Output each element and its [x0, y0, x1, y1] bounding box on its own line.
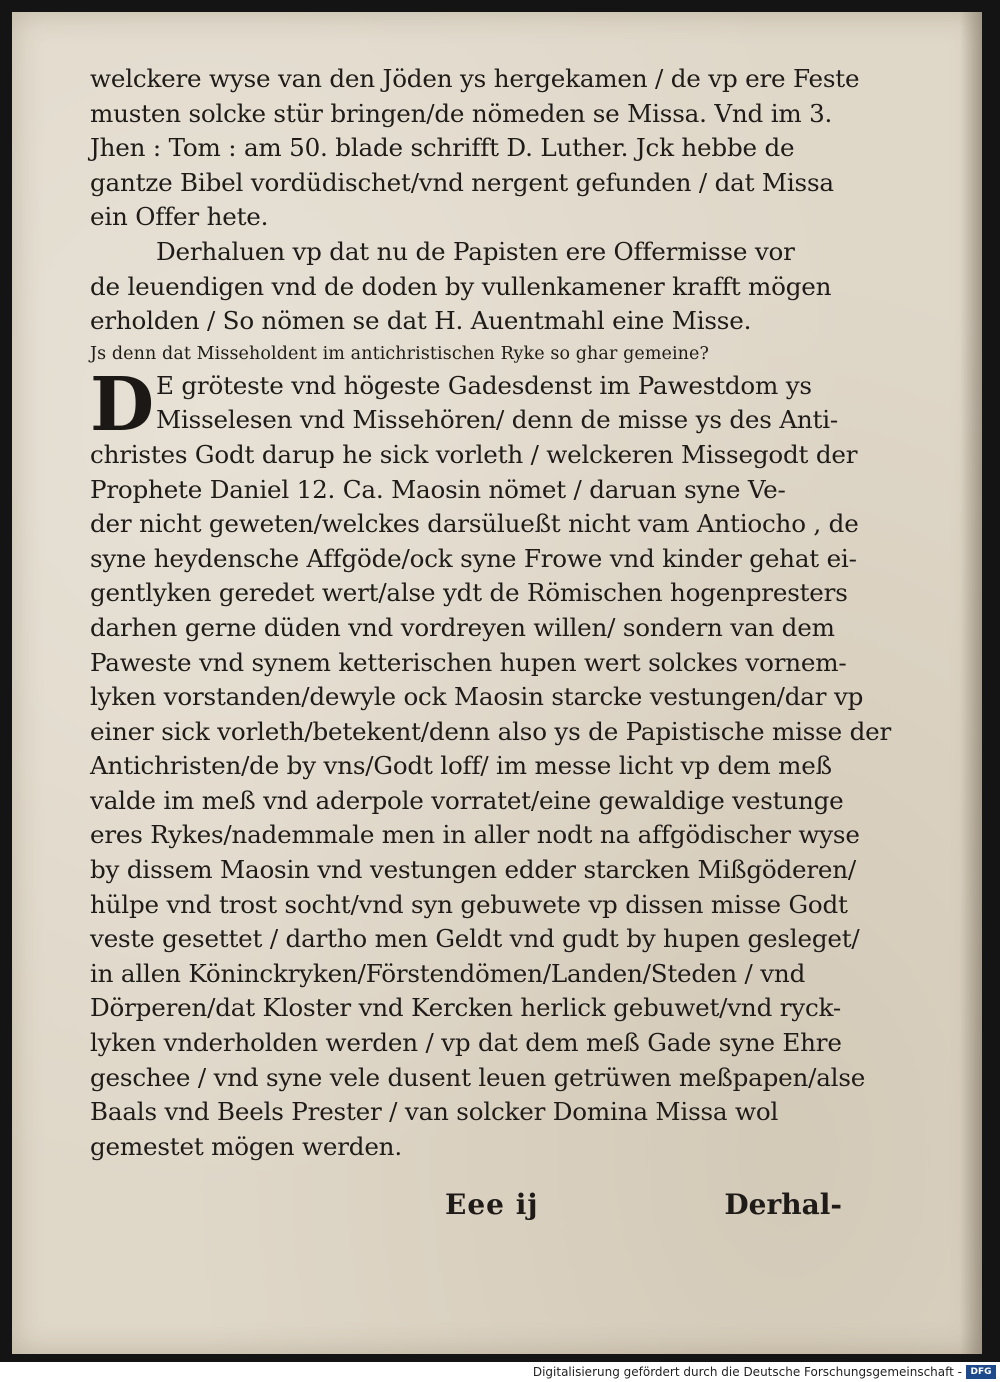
text-line: gentlyken geredet wert/alse ydt de Römischen hogenpresters — [90, 578, 848, 608]
text-line: Antichristen/de by vns/Godt loff/ im messe licht vp dem meß — [90, 751, 832, 781]
text-line: lyken vorstanden/dewyle ock Maosin starcke vestungen/dar vp — [90, 682, 864, 712]
text-line: Jhen : Tom : am 50. blade schrifft D. Luther. Jck hebbe de — [90, 133, 795, 163]
paragraph-1 — [90, 62, 860, 235]
dfg-logo-icon: DFG — [966, 1365, 996, 1379]
funding-credit: Digitalisierung gefördert durch die Deutsche Forschungsgemeinschaft - — [532, 1365, 962, 1379]
text-line: Paweste vnd synem ketterischen hupen wert solckes vornem- — [90, 647, 847, 677]
signature-mark: Eee ij — [445, 1188, 539, 1221]
page-text-block — [90, 62, 892, 1164]
text-line: de leuendigen vnd de doden by vullenkamener krafft mögen — [90, 271, 832, 301]
text-line: syne heydensche Affgöde/ock syne Frowe vnd kinder gehat ei- — [90, 543, 857, 573]
paragraph-3-opening — [90, 361, 860, 448]
credit-bar — [0, 1362, 1000, 1382]
text-line: gantze Bibel vordüdischet/vnd nergent gefunden / dat Missa — [90, 167, 834, 197]
text-line: erholden / So nömen se dat H. Auentmahl eine Misse. — [90, 306, 752, 336]
text-line: welckere wyse van den Jöden ys hergekamen / de vp ere Feste — [90, 64, 860, 93]
text-line: darhen gerne düden vnd vordreyen willen/ sondern van dem — [90, 612, 835, 642]
text-line: christes Godt darup he sick vorleth / welckeren Missegodt der — [90, 439, 858, 469]
text-line: der nicht geweten/welckes darsülueßt nicht vam Antiocho , de — [90, 509, 859, 539]
section-heading: Js denn dat Misseholdent im antichristischen Ryke so ghar gemeine? — [90, 343, 709, 364]
text-line: valde im meß vnd aderpole vorratet/eine gewaldige vestunge — [90, 785, 844, 815]
text-line: Prophete Daniel 12. Ca. Maosin nömet / daruan syne Ve- — [90, 474, 786, 504]
page-footer — [90, 1188, 842, 1228]
text-line: gemestet mögen werden. — [90, 1131, 402, 1161]
text-line: Baals vnd Beels Prester / van solcker Domina Missa wol — [90, 1097, 779, 1127]
text-line: hülpe vnd trost socht/vnd syn gebuwete vp dissen misse Godt — [90, 889, 848, 919]
paragraph-3 — [90, 438, 892, 1164]
text-line: geschee / vnd syne vele dusent leuen getrüwen meßpapen/alse — [90, 1062, 866, 1092]
text-line: Dörperen/dat Kloster vnd Kercken herlick gebuwet/vnd ryck- — [90, 993, 841, 1023]
text-line: Derhaluen vp dat nu de Papisten ere Offermisse vor — [156, 236, 795, 266]
text-line: eres Rykes/nademmale men in aller nodt na affgödischer wyse — [90, 820, 860, 850]
paragraph-2 — [90, 235, 860, 339]
text-line: E gröteste vnd högeste Gadesdenst im Pawestdom ys — [156, 370, 812, 400]
text-line: in allen Köninckryken/Förstendömen/Landen/Steden / vnd — [90, 958, 806, 988]
text-line: Misselesen vnd Missehören/ denn de misse ys des Anti- — [156, 405, 838, 435]
drop-cap-initial: D — [90, 361, 155, 448]
text-line: musten solcke stür bringen/de nömeden se Missa. Vnd im 3. — [90, 98, 833, 128]
book-page — [12, 12, 982, 1354]
text-line: ein Offer hete. — [90, 202, 269, 232]
catchword: Derhal- — [724, 1188, 842, 1221]
text-line: einer sick vorleth/betekent/denn also ys de Papistische misse der — [90, 716, 892, 746]
text-line: by dissem Maosin vnd vestungen edder starcken Mißgöderen/ — [90, 855, 857, 885]
text-line: veste gesettet / dartho men Geldt vnd gudt by hupen gesleget/ — [90, 924, 860, 954]
text-line: lyken vnderholden werden / vp dat dem meß Gade syne Ehre — [90, 1028, 842, 1058]
